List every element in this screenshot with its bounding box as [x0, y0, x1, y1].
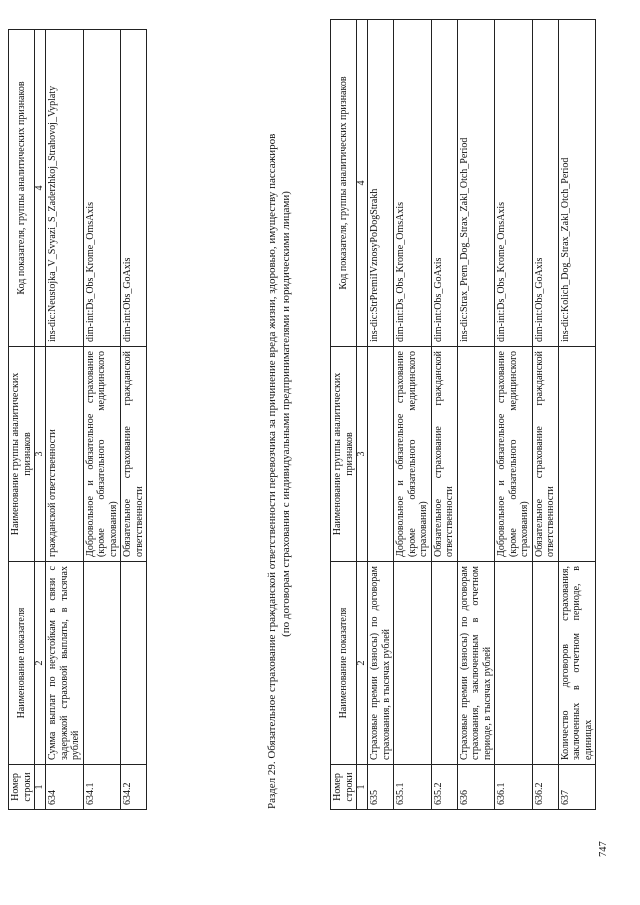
- group-name: [368, 347, 394, 562]
- indicator-name: Страховые премии (взносы) по договорам страхования, в тысячах рублей: [368, 562, 394, 765]
- row-number: 636.2: [532, 765, 558, 810]
- table-row: [368, 20, 394, 810]
- table-header-row: [331, 20, 357, 810]
- indicator-name: [431, 562, 457, 765]
- header-group-name: Наименование группы аналитических признаков: [331, 347, 357, 562]
- column-index: 1: [357, 765, 368, 810]
- group-name: Обязательное страхование гражданской ответственности: [121, 347, 147, 562]
- group-name: Добровольное и обязательное страхование (кроме обязательного медицинского страхования): [83, 347, 121, 562]
- row-number: 636.1: [495, 765, 533, 810]
- column-index: 2: [357, 562, 368, 765]
- table-row: [558, 20, 596, 810]
- header-indicator-name: Наименование показателя: [331, 562, 357, 765]
- column-index-row: [35, 30, 46, 810]
- column-index: 2: [35, 562, 46, 765]
- indicator-name: Страховые премии (взносы) по договорам страхования, заключенным в отчетном периоде, в тысячах рублей: [457, 562, 495, 765]
- indicator-name: [532, 562, 558, 765]
- indicator-code: dim-int:Obs_GoAxis: [532, 20, 558, 347]
- table-row: [394, 20, 432, 810]
- header-group-name: Наименование группы аналитических признаков: [9, 347, 35, 562]
- indicator-name: [394, 562, 432, 765]
- table-header-row: [9, 30, 35, 810]
- indicator-name: [83, 562, 121, 765]
- group-name: Обязательное страхование гражданской ответственности: [431, 347, 457, 562]
- column-index: 4: [35, 30, 46, 347]
- group-name: [558, 347, 596, 562]
- indicator-name: [121, 562, 147, 765]
- row-number: 634.1: [83, 765, 121, 810]
- group-name: гражданской ответственности: [46, 347, 84, 562]
- column-index-row: [357, 20, 368, 810]
- row-number: 635: [368, 765, 394, 810]
- indicator-code: ins-dic:Neustojka_V_Svyazi_S_Zaderzhkoj_Strahovoj_Vyplaty: [46, 30, 84, 347]
- table-row: [83, 30, 121, 810]
- table-row: [121, 30, 147, 810]
- section-subtitle: (по договорам страхования с индивидуальными предпринимателями и юридическими лицами): [279, 191, 292, 637]
- table-row: [46, 30, 84, 810]
- indicator-code: ins-dic:Kolich_Dog_Strax_Zakl_Otch_Period: [558, 20, 596, 347]
- indicator-name: Сумма выплат по неустойкам в связи с задержкой страховой выплаты, в тысячах рублей: [46, 562, 84, 765]
- indicator-code: dim-int:Obs_GoAxis: [431, 20, 457, 347]
- header-code: Код показателя, группы аналитических признаков: [331, 20, 357, 347]
- header-indicator-name: Наименование показателя: [9, 562, 35, 765]
- table-row: [495, 20, 533, 810]
- indicator-name: Количество договоров страхования, заключенных в отчетном периоде, в единицах: [558, 562, 596, 765]
- indicator-name: [495, 562, 533, 765]
- section-heading: [266, 19, 294, 809]
- group-name: Добровольное и обязательное страхование (кроме обязательного медицинского страхования): [394, 347, 432, 562]
- row-number: 635.2: [431, 765, 457, 810]
- table-row: [532, 20, 558, 810]
- column-index: 4: [357, 20, 368, 347]
- indicator-code: dim-int:Ds_Obs_Krome_OmsAxis: [83, 30, 121, 347]
- page-number: 747: [598, 841, 609, 857]
- header-row-number: Номер строки: [9, 765, 35, 810]
- table-row: [457, 20, 495, 810]
- header-code: Код показателя, группы аналитических признаков: [9, 30, 35, 347]
- column-index: 3: [35, 347, 46, 562]
- row-number: 634: [46, 765, 84, 810]
- indicator-code: dim-int:Ds_Obs_Krome_OmsAxis: [495, 20, 533, 347]
- table-row: [431, 20, 457, 810]
- row-number: 636: [457, 765, 495, 810]
- row-number: 635.1: [394, 765, 432, 810]
- column-index: 1: [35, 765, 46, 810]
- indicator-table-1: [8, 29, 147, 810]
- indicator-code: ins-dic:StrPremiIVznosyPoDogStrakh: [368, 20, 394, 347]
- column-index: 3: [357, 347, 368, 562]
- row-number: 634.2: [121, 765, 147, 810]
- group-name: Добровольное и обязательное страхование (кроме обязательного медицинского страхования): [495, 347, 533, 562]
- indicator-code: ins-dic:Strax_Prem_Dog_Strax_Zakl_Otch_Period: [457, 20, 495, 347]
- indicator-code: dim-int:Ds_Obs_Krome_OmsAxis: [394, 20, 432, 347]
- header-row-number: Номер строки: [331, 765, 357, 810]
- section-title: Раздел 29. Обязательное страхование гражданской ответственности перевозчика за причинение вреда жизни, здоровью, имуществу пассажиров: [266, 133, 278, 809]
- row-number: 637: [558, 765, 596, 810]
- group-name: [457, 347, 495, 562]
- group-name: Обязательное страхование гражданской ответственности: [532, 347, 558, 562]
- indicator-code: dim-int:Obs_GoAxis: [121, 30, 147, 347]
- indicator-table-2: [330, 19, 596, 810]
